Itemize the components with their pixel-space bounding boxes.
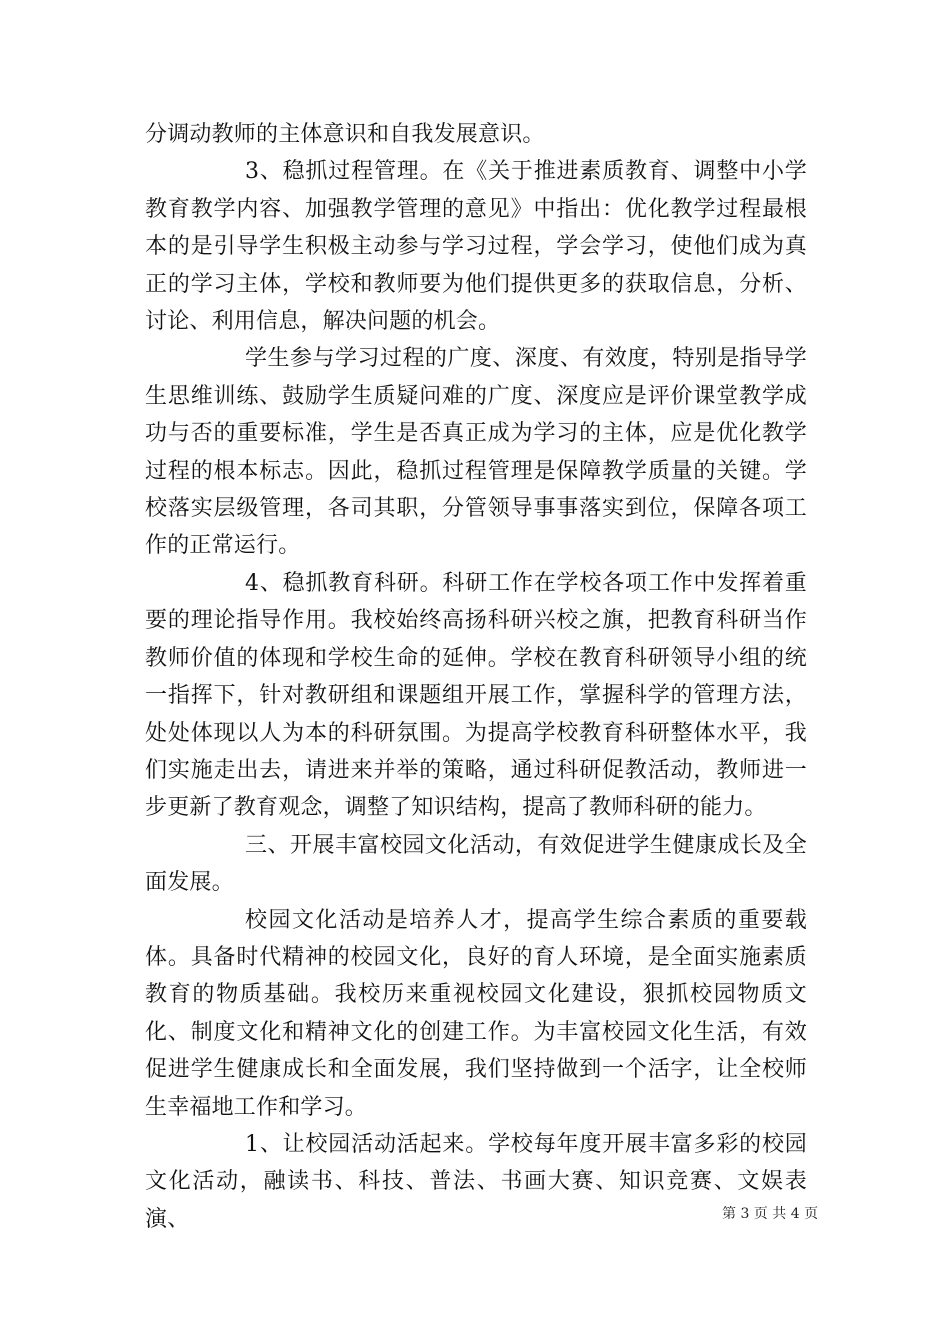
paragraph-campus-culture: 校园文化活动是培养人才，提高学生综合素质的重要载体。具备时代精神的校园文化，良好的育人环境，是全面实施素质教育的物质基础。我校历来重视校园文化建设，狠抓校园物质文化、制度文化和精神文化的创建工作。为丰富校园文化生活，有效促进学生健康成长和全面发展，我们坚持做到一个活字，让全校师生幸福地工作和学习。 [145,907,807,1120]
section-heading-campus-culture: 三、开展丰富校园文化活动，有效促进学生健康成长及全面发展。 [145,832,807,896]
paragraph-campus-activities: 1、让校园活动活起来。学校每年度开展丰富多彩的校园文化活动，融读书、科技、普法、书画大赛、知识竞赛、文娱表演、 [145,1131,807,1232]
paragraph-continuation: 分调动教师的主体意识和自我发展意识。 [145,122,545,147]
paragraph-student-participation: 学生参与学习过程的广度、深度、有效度，特别是指导学生思维训练、鼓励学生质疑问难的广度、深度应是评价课堂教学成功与否的重要标准，学生是否真正成为学习的主体，应是优化教学过程的根本标志。因此，稳抓过程管理是保障教学质量的关键。学校落实层级管理，各司其职，分管领导事事落实到位，保障各项工作的正常运行。 [145,346,807,559]
page-number-footer: 第 3 页 共 4 页 [722,1206,819,1222]
document-body [145,116,807,1238]
paragraph-education-research: 4、稳抓教育科研。科研工作在学校各项工作中发挥着重要的理论指导作用。我校始终高扬科研兴校之旗，把教育科研当作教师价值的体现和学校生命的延伸。学校在教育科研领导小组的统一指挥下，针对教研组和课题组开展工作，掌握科学的管理方法，处处体现以人为本的科研氛围。为提高学校教育科研整体水平，我们实施走出去，请进来并举的策略，通过科研促教活动，教师进一步更新了教育观念，调整了知识结构，提高了教师科研的能力。 [145,570,807,821]
paragraph-process-management: 3、稳抓过程管理。在《关于推进素质教育、调整中小学教育教学内容、加强教学管理的意见》中指出：优化教学过程最根本的是引导学生积极主动参与学习过程，学会学习，使他们成为真正的学习主体，学校和教师要为他们提供更多的获取信息，分析、讨论、利用信息，解决问题的机会。 [145,159,807,335]
